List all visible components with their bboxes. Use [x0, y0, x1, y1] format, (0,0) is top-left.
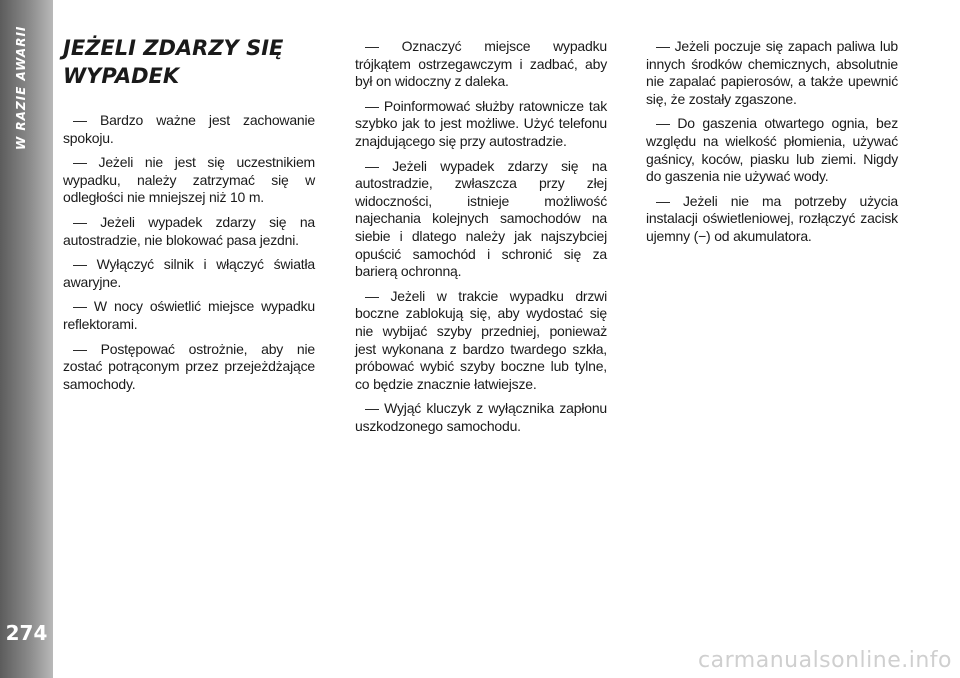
section-sidebar: [0, 0, 53, 678]
text-column-1: [63, 112, 315, 400]
paragraph: — Wyjąć kluczyk z wyłącznika zapłonu uszkodzonego samochodu.: [355, 400, 607, 434]
paragraph: — Postępować ostrożnie, aby nie zostać potrąconym przez przejeżdżające samochody.: [63, 340, 315, 392]
paragraph: — Jeżeli poczuje się zapach paliwa lub innych środków chemicznych, absolutnie nie zapalać papierosów, a także upewnić się, że zostały zgaszone.: [646, 38, 898, 107]
page-title: JEŻELI ZDARZY SIĘ WYPADEK: [63, 36, 284, 88]
paragraph: — Jeżeli nie ma potrzeby użycia instalacji oświetleniowej, rozłączyć zacisk ujemny (−) od akumulatora.: [646, 192, 898, 244]
paragraph: — Bardzo ważne jest zachowanie spokoju.: [63, 112, 315, 146]
paragraph: — Wyłączyć silnik i włączyć światła awaryjne.: [63, 256, 315, 290]
paragraph: — Oznaczyć miejsce wypadku trójkątem ostrzegawczym i zadbać, aby był on widoczny z daleka.: [355, 38, 607, 90]
paragraph: — Poinformować służby ratownicze tak szybko jak to jest możliwe. Użyć telefonu znajdującego się przy autostradzie.: [355, 97, 607, 149]
section-label: W RAZIE AWARII: [14, 26, 28, 151]
paragraph: — Jeżeli nie jest się uczestnikiem wypadku, należy zatrzymać się w odległości nie mniejszej niż 10 m.: [63, 154, 315, 206]
paragraph: — Do gaszenia otwartego ognia, bez względu na wielkość płomienia, używać gaśnicy, koców, piasku lub ziemi. Nigdy do gaszenia nie używać wody.: [646, 115, 898, 185]
paragraph: — Jeżeli wypadek zdarzy się na autostradzie, zwłaszcza przy złej widoczności, istnieje możliwość najechania kolejnych samochodów na siebie i dlatego należy jak najszybciej opuścić samochód i schronić się za barierą ochronną.: [355, 157, 607, 280]
paragraph: — W nocy oświetlić miejsce wypadku reflektorami.: [63, 298, 315, 332]
page-number: 274: [5, 621, 48, 645]
text-column-3: [646, 38, 898, 253]
text-column-2: [355, 38, 607, 442]
watermark: carmanualsonline.info: [698, 648, 952, 673]
paragraph: — Jeżeli w trakcie wypadku drzwi boczne zablokują się, aby wydostać się nie wybijać szyby przedniej, ponieważ jest wykonana z bardzo twardego szkła, próbować wybić szyby boczne lub tylne, co będzie znacznie łatwiejsze.: [355, 287, 607, 392]
paragraph: — Jeżeli wypadek zdarzy się na autostradzie, nie blokować pasa jezdni.: [63, 213, 315, 248]
